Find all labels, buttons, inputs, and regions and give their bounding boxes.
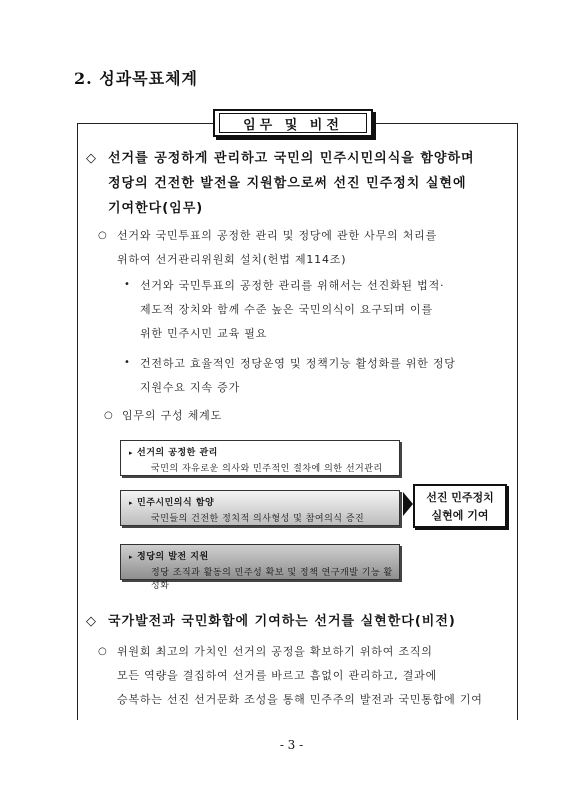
diagram-box-election-management [120,440,400,476]
arrow-right-icon [403,492,413,516]
diagram-box-subtitle: 국민들의 건전한 정치적 의사형성 및 참여의식 증진 [151,514,365,524]
paragraph-1-line-1: 선거와 국민투표의 공정한 관리 및 정당에 관한 사무의 처리를 [117,229,438,242]
paragraph-1a-line-1: 선거와 국민투표의 공정한 관리를 위해서는 선진화된 법적· [140,279,445,292]
paragraph-2: 임무의 구성 체계도 [122,409,223,422]
mission-heading-line-3: 기여한다(임무) [108,201,204,216]
mission-vision-title-box [213,109,373,137]
paragraph-3-line-3: 승복하는 선진 선거문화 조성을 통해 민주주의 발전과 국민통합에 기여 [117,693,483,706]
paragraph-1b-line-2: 지원수요 지속 증가 [140,381,241,394]
diagram-box-title: 정당의 발전 지원 [137,552,209,562]
diagram-box-civic-awareness [120,490,400,526]
paragraph-1 [117,224,437,272]
circle-bullet-icon: ○ [98,230,107,241]
diagram-box-title: 민주시민의식 함양 [137,498,215,508]
paragraph-1a-line-2: 제도적 장치와 함께 수준 높은 국민의식이 요구되며 이를 [140,303,433,316]
mission-heading [86,146,475,221]
dot-bullet-icon: • [124,357,130,368]
paragraph-3 [117,640,483,712]
diagram-box-subtitle: 국민의 자유로운 의사와 민주적인 절차에 의한 선거관리 [151,464,383,474]
diagram-box-party-support [120,544,400,591]
mission-vision-title: 임무 및 비전 [219,113,367,133]
dot-bullet-icon: • [124,279,130,290]
diamond-icon: ◇ [86,151,97,166]
triangle-icon: ▸ [129,449,134,457]
section-title: 2. 성과목표체계 [74,69,199,88]
circle-bullet-icon: ○ [98,646,107,657]
diagram-box-title: 선거의 공정한 관리 [137,448,218,458]
diamond-icon: ◇ [86,614,97,629]
triangle-icon: ▸ [129,553,134,561]
diagram-result-box [413,484,507,528]
paragraph-3-line-1: 위원회 최고의 가치인 선거의 공정을 확보하기 위하여 조직의 [117,645,433,658]
mission-heading-line-2: 정당의 건전한 발전을 지원함으로써 선진 민주정치 실현에 [108,176,467,191]
paragraph-1b-line-1: 건전하고 효율적인 정당운영 및 정책기능 활성화를 위한 정당 [140,357,456,370]
diagram-result-line-1: 선진 민주정치 [426,491,494,504]
paragraph-1-line-2: 위하여 선거관리위원회 설치(헌법 제114조) [117,253,347,266]
page-number: - 3 - [279,738,304,752]
vision-heading-text: 국가발전과 국민화합에 기여하는 선거를 실현한다(비전) [108,614,456,629]
paragraph-3-line-2: 모든 역량을 결집하여 선거를 바르고 흠없이 관리하고, 결과에 [117,669,438,682]
diagram-box-subtitle: 정당 조직과 활동의 민주성 확보 및 정책 연구개발 기능 활성화 [151,568,393,591]
paragraph-1a [140,274,444,346]
triangle-icon: ▸ [129,499,134,507]
paragraph-1a-line-3: 위한 민주시민 교육 필요 [140,327,268,340]
circle-bullet-icon: ○ [104,410,113,421]
mission-heading-line-1: 선거를 공정하게 관리하고 국민의 민주시민의식을 함양하며 [108,151,475,166]
vision-heading [86,609,456,634]
diagram-result-line-2: 실현에 기여 [431,509,489,522]
paragraph-1b [140,352,456,400]
